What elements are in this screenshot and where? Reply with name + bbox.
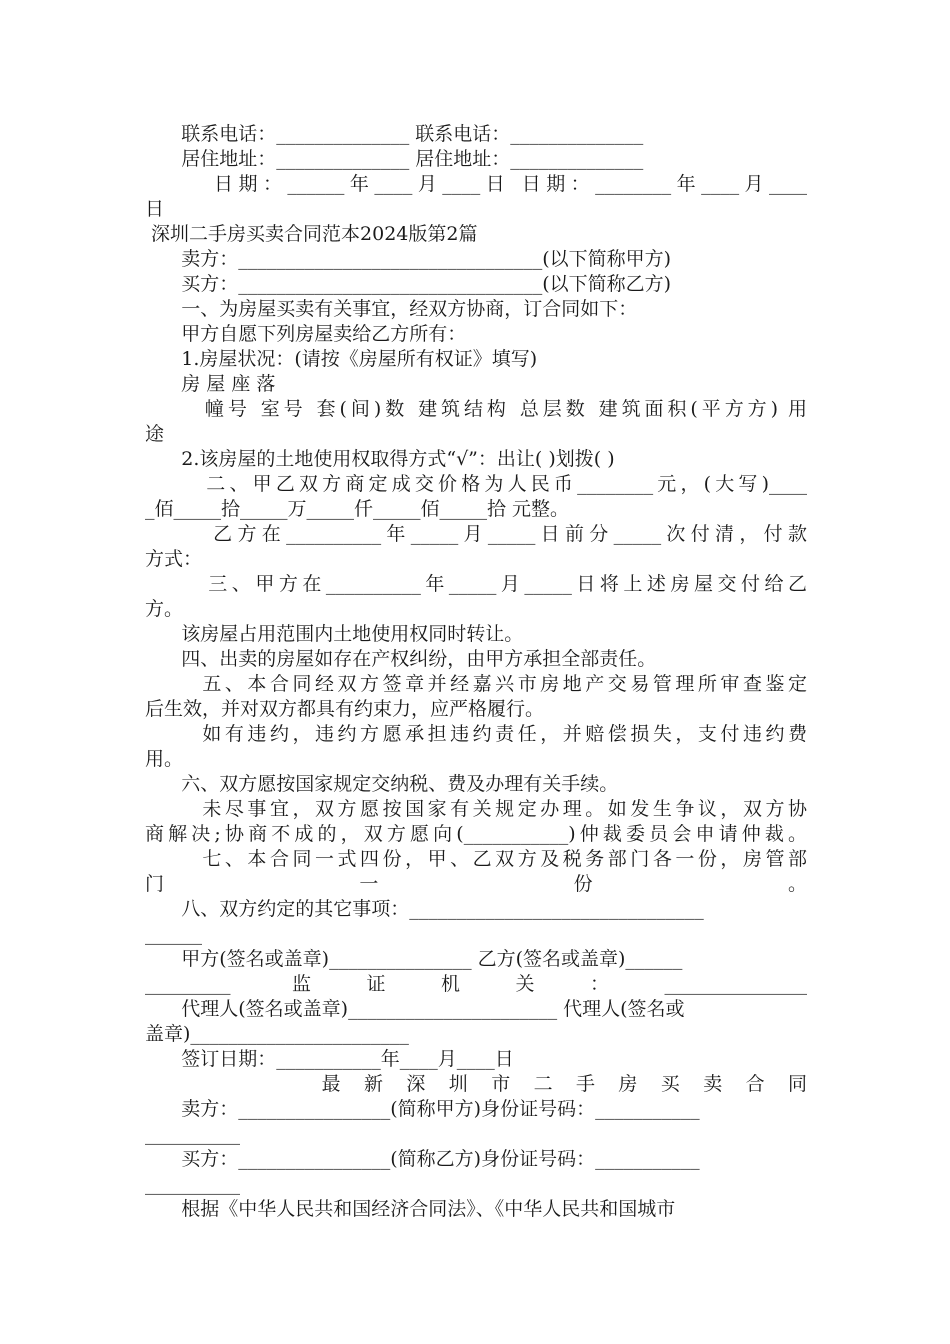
text-line: 三、甲方在__________年_____月_____日将上述房屋交付给乙 (145, 573, 807, 595)
text-line: 居住地址：______________ 居住地址：______________ (145, 148, 644, 170)
text-line: 方。 (145, 598, 184, 620)
text-line: 门一份。 (145, 873, 807, 895)
text-line: 代理人(签名或盖章)______________________ 代理人(签名或 (145, 998, 685, 1020)
text-line: 房 屋 座 落 (145, 373, 276, 395)
text-line: __________ (145, 1123, 240, 1145)
text-line: 签订日期：___________年____月____日 (145, 1048, 514, 1070)
text-line: __________ (145, 1173, 240, 1195)
text-line: 五、本合同经双方签章并经嘉兴市房地产交易管理所审查鉴定 (145, 673, 807, 695)
text-line: 盖章)_______________________ (145, 1023, 409, 1045)
text-line: _佰_____拾_____万_____仟_____佰_____拾 元整。 (145, 498, 570, 520)
text-line: 联系电话：______________ 联系电话：______________ (145, 123, 644, 145)
text-line: 用。 (145, 748, 184, 770)
text-line: 卖方：________________(简称甲方)身份证号码：___________ (145, 1098, 700, 1120)
text-line: 买方：________________(简称乙方)身份证号码：___________ (145, 1148, 700, 1170)
text-line: 卖方：________________________________(以下简称甲方) (145, 248, 672, 270)
text-line: 幢号 室号 套(间)数 建筑结构 总层数 建筑面积(平方方) 用 (145, 398, 807, 420)
text-line: _________ 监证机关：_______________ (145, 973, 807, 995)
text-line: 未尽事宜，双方愿按国家有关规定办理。如发生争议，双方协 (145, 798, 807, 820)
text-line: 八、双方约定的其它事项：_______________________________ (145, 898, 704, 920)
text-line: ______ (145, 923, 202, 945)
text-line: 途 (145, 423, 165, 445)
text-line: 甲方(签名或盖章)_______________ 乙方(签名或盖章)______ (145, 948, 683, 970)
text-line: 四、出卖的房屋如存在产权纠纷，由甲方承担全部责任。 (145, 648, 657, 670)
text-line: 该房屋占用范围内土地使用权同时转让。 (145, 623, 524, 645)
document-body (145, 122, 807, 1222)
text-line: 日 (145, 198, 165, 220)
text-line: 深圳二手房买卖合同范本2024版第2篇 (145, 223, 478, 245)
text-line: 方式： (145, 548, 203, 570)
text-line: 商解决;协商不成的，双方愿向(___________)仲裁委员会申请仲裁。 (145, 823, 807, 845)
text-line: 买方：________________________________(以下简称乙方) (145, 273, 672, 295)
text-line: 最新深圳市二手房买卖合同 (145, 1073, 807, 1095)
text-line: 2.该房屋的土地使用权取得方式“√”：出让( )划拨( ) (145, 448, 615, 470)
text-line: 七、本合同一式四份，甲、乙双方及税务部门各一份，房管部 (145, 848, 807, 870)
text-line: 六、双方愿按国家规定交纳税、费及办理有关手续。 (145, 773, 619, 795)
text-line: 根据《中华人民共和国经济合同法》、《中华人民共和国城市 (145, 1198, 676, 1220)
text-line: 乙方在__________年_____月_____日前分_____次付清，付款 (145, 523, 807, 545)
text-line: 后生效，并对双方都具有约束力，应严格履行。 (145, 698, 545, 720)
text-line: 如有违约，违约方愿承担违约责任，并赔偿损失，支付违约费 (145, 723, 807, 745)
text-line: 1.房屋状况：(请按《房屋所有权证》填写) (145, 348, 538, 370)
text-line: 甲方自愿下列房屋卖给乙方所有： (145, 323, 467, 345)
text-line: 二、甲乙双方商定成交价格为人民币________元，(大写)____ (145, 473, 807, 495)
text-line: 日期：______年____月____日 日期：________年____月____ (145, 173, 807, 195)
text-line: 一、为房屋买卖有关事宜，经双方协商，订合同如下： (145, 298, 638, 320)
